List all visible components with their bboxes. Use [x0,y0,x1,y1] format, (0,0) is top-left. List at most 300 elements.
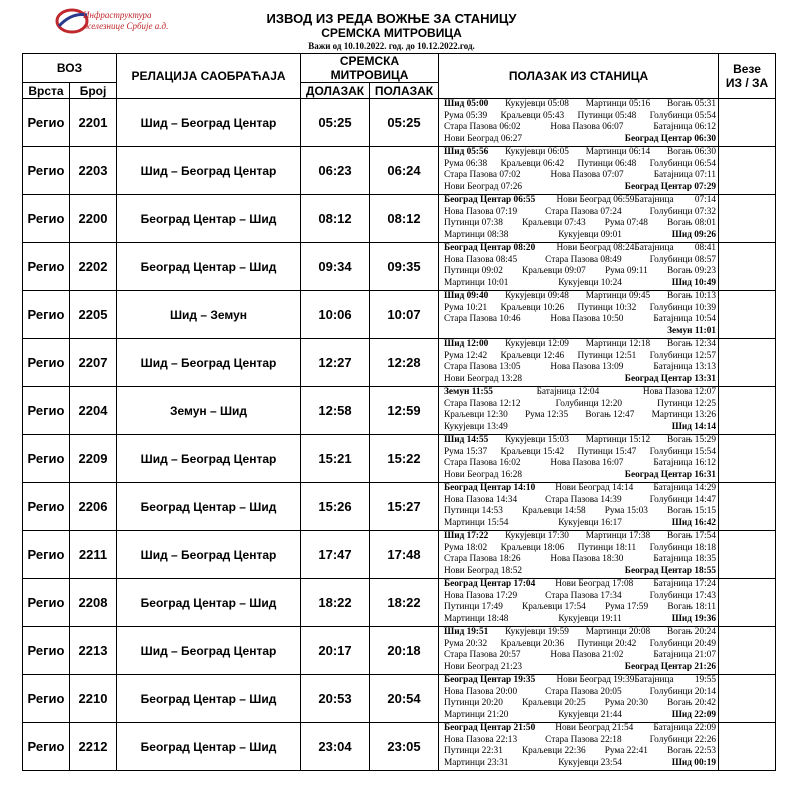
train-type-cell: Регио [23,435,70,483]
stop-time-bold: Шид 16:42 [671,517,716,528]
stop-time: Рума 15:03 [604,506,648,516]
stops-line [444,170,716,182]
stop-time: Голубинци 14:47 [649,494,717,505]
stop-time: Нова Пазова 18:30 [550,554,624,564]
stops-line [444,650,716,662]
stop-time: Краљевци 12:30 [444,410,508,420]
stop-time: Нова Пазова 17:29 [444,590,518,601]
stop-time: Кукујевци 10:24 [558,277,622,288]
stop-time: Вогањ 20:42 [666,698,716,708]
stop-time: Мартинци 12:18 [585,339,651,349]
stop-time: Рума 20:32 [444,638,488,649]
stops-line [444,266,716,278]
stop-time: Вогањ 09:23 [666,266,716,276]
header-connections-line2: ИЗ / ЗА [725,76,769,90]
arrival-time-cell: 15:26 [301,483,370,531]
stop-time: Нова Пазова 21:02 [550,650,624,660]
stop-time: Мартинци 10:01 [444,277,509,288]
stop-time: Мартинци 15:12 [585,435,651,445]
stop-time: Рума 12:42 [444,350,488,361]
stop-time: 07:14 [694,195,717,205]
stop-time-bold: Београд Центар 13:31 [624,373,717,384]
stop-time-bold: Земун 11:55 [444,387,493,397]
stop-time: Мартинци 18:48 [444,613,509,624]
stop-time: Вогањ 06:30 [666,147,716,157]
stop-time: Вогањ 05:31 [666,99,716,109]
stop-time: Нова Пазова 13:09 [550,362,624,372]
stops-line [444,566,716,578]
route-cell: Београд Центар – Шид [117,579,301,627]
train-number-cell: 2205 [70,291,117,339]
stop-time: Стара Пазова 14:39 [545,494,622,505]
header-stations: ПОЛАЗАК ИЗ СТАНИЦА [439,54,719,99]
stop-time-bold: Шид 19:51 [444,627,489,637]
stops-line [444,362,716,374]
stop-time: Краљевци 12:46 [500,350,565,361]
connections-cell [719,435,776,483]
route-cell: Земун – Шид [117,387,301,435]
stop-time: Стара Пазова 13:05 [444,362,521,372]
stops-cell [439,243,719,291]
stop-time: Стара Пазова 20:05 [545,686,622,697]
stops-line [444,255,716,267]
stops-line [444,531,716,543]
stop-time: Вогањ 12:34 [666,339,716,349]
route-cell: Шид – Београд Центар [117,99,301,147]
stops-line [444,506,716,518]
stop-time: Вогањ 15:15 [666,506,716,516]
train-type-cell: Регио [23,147,70,195]
stops-cell [439,723,719,771]
departure-time-cell: 05:25 [370,99,439,147]
stop-time-bold: Шид 22:09 [671,709,716,720]
stop-time: Путинци 05:48 [577,110,637,121]
stop-time: Кукујевци 09:01 [558,229,622,240]
header-type: Врста [23,83,70,99]
stop-time: Рума 15:37 [444,446,488,457]
stop-time: Рума 22:41 [604,746,648,756]
stop-time: Краљевци 22:36 [521,746,586,756]
stop-time: Рума 18:02 [444,542,488,553]
arrival-time-cell: 18:22 [301,579,370,627]
route-cell: Шид – Београд Центар [117,339,301,387]
train-number-cell: 2212 [70,723,117,771]
stop-time-bold: Београд Центар 08:20 [444,243,536,253]
stop-time: Краљевци 20:36 [500,638,565,649]
stops-line [444,351,716,363]
table-row [23,339,776,387]
stop-time: Мартинци 08:38 [444,229,509,240]
stop-time: Рума 12:35 [524,410,569,420]
stop-time: Нови Београд 21:54 [555,723,634,733]
departure-time-cell: 10:07 [370,291,439,339]
stop-time: Голубинци 12:57 [649,350,716,361]
arrival-time-cell: 05:25 [301,99,370,147]
stop-time: Нова Пазова 06:07 [550,122,624,132]
stop-time: Мартинци 09:45 [585,291,651,301]
stop-time: Нови Београд 19:39Батајница [556,675,674,685]
stop-time: Мартинци 20:08 [585,627,651,637]
page-title: ИЗВОД ИЗ РЕДА ВОЖЊЕ ЗА СТАНИЦУ [266,11,517,26]
stops-cell [439,147,719,195]
stops-line [444,374,716,386]
stop-time: Стара Пазова 10:46 [444,314,521,324]
stop-time: Мартинци 17:38 [585,531,651,541]
table-row [23,675,776,723]
stops-line [444,218,716,230]
stops-line [444,182,716,194]
stop-time: Голубинци 18:18 [649,542,717,553]
stops-line [444,422,716,434]
stop-time: Батајница 21:07 [653,650,717,660]
stop-time: Голубинци 15:54 [649,446,716,457]
train-type-cell: Регио [23,483,70,531]
train-number-cell: 2206 [70,483,117,531]
table-row [23,723,776,771]
stop-time: Кукујевци 15:03 [505,435,569,445]
stop-time-bold: Шид 19:36 [671,613,716,624]
stop-time: Вогањ 12:47 [585,410,635,420]
route-cell: Шид – Земун [117,291,301,339]
train-number-cell: 2213 [70,627,117,675]
stop-time: Путинци 06:48 [577,158,637,169]
connections-cell [719,99,776,147]
stop-time: Голубинци 20:49 [649,638,716,649]
validity-note: Важи од 10.10.2022. год. до 10.12.2022.год. [308,41,475,51]
header-departure: ПОЛАЗАК [370,83,439,99]
stops-line [444,399,716,411]
stop-time: Нова Пазова 07:19 [444,206,518,217]
stop-time-bold: Београд Центар 18:55 [624,565,717,576]
stop-time: Кукујевци 17:30 [505,531,569,541]
stop-time: Кукујевци 21:44 [558,709,622,720]
arrival-time-cell: 12:27 [301,339,370,387]
route-cell: Шид – Београд Центар [117,531,301,579]
header-station: СРЕМСКА МИТРОВИЦА [301,54,439,83]
stop-time: Нови Београд 07:26 [444,181,522,192]
stop-time: Краљевци 10:26 [500,302,565,313]
arrival-time-cell: 08:12 [301,195,370,243]
stop-time: Путинци 09:02 [444,266,503,276]
stops-cell [439,339,719,387]
stop-time: Рума 06:38 [444,158,488,169]
stop-time: Стара Пазова 07:24 [545,206,622,217]
stop-time: Нова Пазова 10:50 [550,314,624,324]
stop-time: Кукујевци 09:48 [505,291,569,301]
header-arrival: ДОЛАЗАК [301,83,370,99]
stops-line [444,591,716,603]
stop-time: Путинци 12:51 [577,350,637,361]
stops-line [444,278,716,290]
stop-time: Нови Београд 06:59Батајница [556,195,674,205]
stops-line [444,435,716,447]
table-row [23,147,776,195]
route-cell: Шид – Београд Центар [117,627,301,675]
stop-time: Нови Београд 14:14 [555,483,634,493]
table-row [23,627,776,675]
stops-line [444,518,716,530]
stops-line [444,243,716,255]
connections-cell [719,531,776,579]
route-cell: Београд Центар – Шид [117,723,301,771]
stops-line [444,554,716,566]
stop-time-bold: Београд Центар 06:30 [624,133,717,144]
stop-time: Вогањ 22:53 [666,746,716,756]
departure-time-cell: 12:28 [370,339,439,387]
stop-time-bold: Шид 10:49 [671,277,716,288]
train-number-cell: 2211 [70,531,117,579]
stop-time-bold: Београд Центар 17:04 [444,579,536,589]
arrival-time-cell: 23:04 [301,723,370,771]
stops-line [444,326,716,338]
stop-time: Батајница 17:24 [653,579,717,589]
timetable-body [23,99,776,771]
stop-time: Голубинци 05:54 [649,110,716,121]
stop-time: Голубинци 08:57 [649,254,717,265]
header-train: ВОЗ [23,54,117,83]
train-number-cell: 2200 [70,195,117,243]
stop-time: Вогањ 17:54 [666,531,716,541]
stop-time: Нови Београд 13:28 [444,373,522,384]
connections-cell [719,579,776,627]
stop-time: Голубинци 12:20 [555,398,623,409]
stops-line [444,470,716,482]
stop-time: 08:41 [694,243,717,253]
stop-time: Нова Пазова 20:00 [444,686,518,697]
departure-time-cell: 18:22 [370,579,439,627]
connections-cell [719,339,776,387]
stop-time: Кукујевци 05:08 [505,99,569,109]
stops-line [444,111,716,123]
stop-time-bold: Шид 05:56 [444,147,489,157]
stops-line [444,458,716,470]
stop-time: Краљевци 17:54 [522,602,586,612]
stop-time-bold: Земун 11:01 [667,325,717,336]
stop-time-bold: Београд Центар 14:10 [444,483,536,493]
stop-time: Нови Београд 16:28 [444,469,522,480]
stops-line [444,723,716,735]
connections-cell [719,291,776,339]
departure-time-cell: 15:27 [370,483,439,531]
train-type-cell: Регио [23,579,70,627]
stops-cell [439,99,719,147]
stop-time: Батајница 13:13 [653,362,717,372]
stop-time: Нови Београд 21:23 [444,661,522,672]
departure-time-cell: 08:12 [370,195,439,243]
stop-time: Рума 10:21 [444,302,488,313]
arrival-time-cell: 12:58 [301,387,370,435]
connections-cell [719,483,776,531]
stop-time: Нови Београд 17:08 [555,579,634,589]
stop-time: Вогањ 08:01 [666,218,716,228]
stops-line [444,339,716,351]
stop-time: Вогањ 20:24 [666,627,716,637]
stop-time: Краљевци 14:58 [521,506,586,516]
departure-time-cell: 06:24 [370,147,439,195]
departure-time-cell: 23:05 [370,723,439,771]
stops-line [444,314,716,326]
connections-cell [719,627,776,675]
stop-time-bold: Шид 09:26 [671,229,716,240]
stops-line [444,746,716,758]
stop-time: Краљевци 09:07 [522,266,586,276]
train-number-cell: 2207 [70,339,117,387]
stop-time: Голубинци 06:54 [649,158,716,169]
stop-time-bold: Шид 12:00 [444,339,489,349]
train-type-cell: Регио [23,195,70,243]
stops-line [444,614,716,626]
stop-time: Путинци 22:31 [444,746,503,756]
stop-time: 19:55 [694,675,717,685]
train-type-cell: Регио [23,531,70,579]
logo-text-line1: Инфраструктура [83,10,152,20]
stop-time: Путинци 20:42 [577,638,637,649]
stop-time: Мартинци 05:16 [585,99,651,109]
stop-time: Кукујевци 16:17 [558,517,622,528]
stop-time-bold: Шид 14:55 [444,435,489,445]
stop-time: Нова Пазова 07:07 [550,170,624,180]
connections-cell [719,723,776,771]
stops-line [444,758,716,770]
stop-time: Путинци 14:53 [444,506,503,516]
stops-line [444,147,716,159]
stop-time: Стара Пазова 22:18 [545,734,622,745]
train-number-cell: 2209 [70,435,117,483]
table-row [23,483,776,531]
train-number-cell: 2202 [70,243,117,291]
stops-line [444,675,716,687]
train-type-cell: Регио [23,339,70,387]
stop-time: Кукујевци 19:11 [558,613,622,624]
train-type-cell: Регио [23,243,70,291]
stop-time: Батајница 07:11 [653,170,717,180]
stops-line [444,639,716,651]
timetable [22,53,776,771]
table-row [23,243,776,291]
header-connections-line1: Везе [733,62,761,76]
table-row [23,387,776,435]
route-cell: Београд Центар – Шид [117,243,301,291]
stop-time: Нова Пазова 08:45 [444,254,518,265]
stop-time: Батајница 10:54 [653,314,717,324]
table-row [23,435,776,483]
stop-time: Путинци 18:11 [577,542,637,553]
stop-time: Батајница 16:12 [653,458,717,468]
table-row [23,291,776,339]
stop-time: Батајница 22:09 [653,723,717,733]
stop-time-bold: Београд Центар 16:31 [624,469,717,480]
stop-time-bold: Београд Центар 06:55 [444,195,536,205]
arrival-time-cell: 10:06 [301,291,370,339]
stop-time: Стара Пазова 16:02 [444,458,521,468]
stop-time-bold: Шид 05:00 [444,99,489,109]
logo-text-line2: железнице Србије а.д. [83,21,169,31]
stop-time: Стара Пазова 17:34 [545,590,622,601]
stop-time: Голубинци 07:32 [649,206,717,217]
stop-time-bold: Шид 09:40 [444,291,489,301]
stops-line [444,602,716,614]
stops-line [444,195,716,207]
stops-line [444,122,716,134]
stop-time: Стара Пазова 18:26 [444,554,521,564]
train-type-cell: Регио [23,675,70,723]
train-number-cell: 2203 [70,147,117,195]
stops-line [444,710,716,722]
header-number: Број [70,83,117,99]
stops-cell [439,195,719,243]
stop-time: Голубинци 20:14 [649,686,717,697]
train-type-cell: Регио [23,291,70,339]
connections-cell [719,195,776,243]
stops-cell [439,531,719,579]
stop-time-bold: Београд Центар 19:35 [444,675,536,685]
stop-time: Путинци 20:20 [444,698,503,708]
arrival-time-cell: 20:17 [301,627,370,675]
stop-time: Краљевци 07:43 [521,218,586,228]
stop-time: Батајница 12:04 [536,387,600,397]
stops-line [444,687,716,699]
train-number-cell: 2201 [70,99,117,147]
stop-time-bold: Шид 17:22 [444,531,489,541]
train-type-cell: Регио [23,723,70,771]
departure-time-cell: 15:22 [370,435,439,483]
stops-line [444,543,716,555]
connections-cell [719,387,776,435]
departure-time-cell: 12:59 [370,387,439,435]
stop-time-bold: Шид 14:14 [671,421,717,432]
stops-cell [439,483,719,531]
stops-cell [439,291,719,339]
route-cell: Шид – Београд Центар [117,435,301,483]
station-title: СРЕМСКА МИТРОВИЦА [321,26,462,40]
route-cell: Шид – Београд Центар [117,147,301,195]
stop-time: Батајница 14:29 [653,483,717,493]
stop-time: Вогањ 18:11 [667,602,716,612]
stop-time: Стара Пазова 20:57 [444,650,521,660]
arrival-time-cell: 17:47 [301,531,370,579]
stops-cell [439,627,719,675]
stops-cell [439,675,719,723]
stops-line [444,207,716,219]
stops-line [444,579,716,591]
stops-cell [439,387,719,435]
stops-line [444,662,716,674]
table-row [23,531,776,579]
stop-time: Краљевци 18:06 [500,542,565,553]
stops-line [444,698,716,710]
stop-time: Рума 17:59 [604,602,649,612]
stops-line [444,483,716,495]
header-route: РЕЛАЦИЈА САОБРАЋАЈА [117,54,301,99]
arrival-time-cell: 20:53 [301,675,370,723]
stop-time: Нови Београд 08:24Батајница [556,243,674,253]
departure-time-cell: 20:54 [370,675,439,723]
stop-time: Кукујевци 23:54 [558,757,622,768]
stop-time: Краљевци 05:43 [500,110,565,121]
arrival-time-cell: 09:34 [301,243,370,291]
stop-time: Нови Београд 18:52 [444,565,522,576]
stop-time-bold: Београд Центар 07:29 [624,181,717,192]
stop-time: Кукујевци 19:59 [505,627,569,637]
departure-time-cell: 20:18 [370,627,439,675]
stop-time: Путинци 10:32 [577,302,637,313]
stop-time: Стара Пазова 12:12 [444,398,521,409]
stop-time: Мартинци 13:26 [651,410,716,420]
stops-line [444,447,716,459]
route-cell: Београд Центар – Шид [117,675,301,723]
stop-time: Стара Пазова 07:02 [444,170,521,180]
stop-time: Голубинци 17:43 [649,590,717,601]
